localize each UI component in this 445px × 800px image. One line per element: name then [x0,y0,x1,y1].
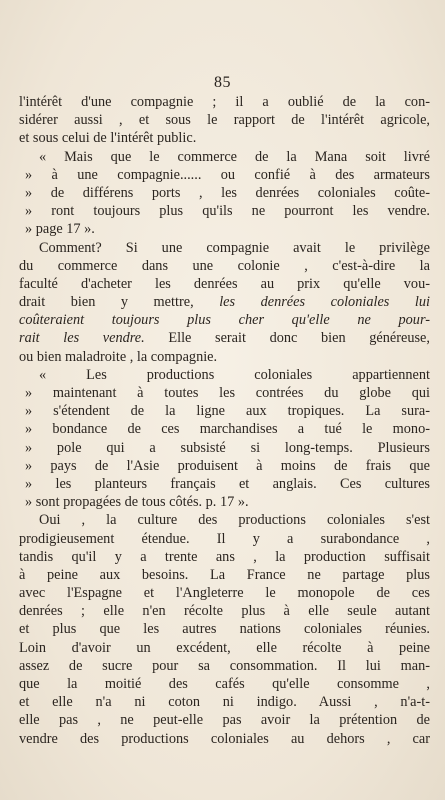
text-line: avec l'Espagne et l'Angleterre le monopole de ces [19,585,430,602]
text-line: faculté d'acheter les denrées au prix qu'elle vou- [19,275,430,292]
text-line: « Les productions coloniales appartiennent [39,366,430,383]
text-line: » ront toujours plus qu'ils ne pourront les vendre. [25,203,430,220]
text-line: elle pas , ne peut-elle pas avoir la prétention de [19,712,430,729]
text-line: denrées ; elle n'en récolte plus à elle seule autant [19,603,430,620]
text-line: » de différens ports , les denrées coloniales coûte- [25,184,430,201]
text-line: et sous celui de l'intérêt public. [19,130,197,147]
text-line: « Mais que le commerce de la Mana soit livré [39,148,430,165]
text-line: drait bien y mettre, les denrées coloniales lui [19,294,430,311]
text-line: rait les vendre. Elle serait donc bien généreuse, [19,330,430,347]
text-line: l'intérêt d'une compagnie ; il a oublié de la con- [19,94,430,110]
text-line: et elle n'a ni coton ni indigo. Aussi , n'a-t- [19,694,430,711]
body-text [19,93,430,748]
text-line: » page 17 ». [25,221,95,238]
text-line: du commerce dans une colonie , c'est-à-dire la [19,257,430,274]
text-line: » bondance de ces marchandises a tué le mono- [25,421,430,438]
text-line: vendre des productions coloniales au dehors , car [19,730,430,747]
text-line: sidérer aussi , et sous le rapport de l'intérêt agricole, [19,112,430,129]
text-line: et plus que les autres nations coloniales réunies. [19,621,430,638]
text-line: Oui , la culture des productions coloniales s'est [39,512,430,529]
text-line: à peine aux besoins. La France ne partage plus [19,566,430,583]
text-line: » pays de l'Asie produisent à moins de frais que [25,457,430,474]
page-number: 85 [214,74,231,91]
text-line: Loin d'avoir un excédent, elle récolte à peine [19,639,430,656]
text-line: » sont propagées de tous côtés. p. 17 ». [25,494,249,511]
text-line: » maintenant à toutes les contrées du globe qui [25,385,430,401]
text-line: » à une compagnie...... ou confié à des armateurs [25,166,430,183]
text-line: tandis qu'il y a trente ans , la production suffisait [19,548,430,565]
text-line: coûteraient toujours plus cher qu'elle ne pour- [19,312,430,329]
text-line: ou bien maladroite , la compagnie. [19,348,218,365]
text-line: prodigieusement étendue. Il y a surabondance , [19,530,430,547]
text-line: » s'étendent de la ligne aux tropiques. La sura- [25,403,430,420]
text-line: » pole qui a subsisté si long-temps. Plusieurs [25,439,430,456]
text-line: » les planteurs français et anglais. Ces cultures [25,475,430,492]
text-line: Comment? Si une compagnie avait le privilège [39,239,430,256]
text-line: assez de sucre pour sa consommation. Il lui man- [19,657,430,674]
text-line: que la moitié des cafés qu'elle consomme , [19,676,430,692]
